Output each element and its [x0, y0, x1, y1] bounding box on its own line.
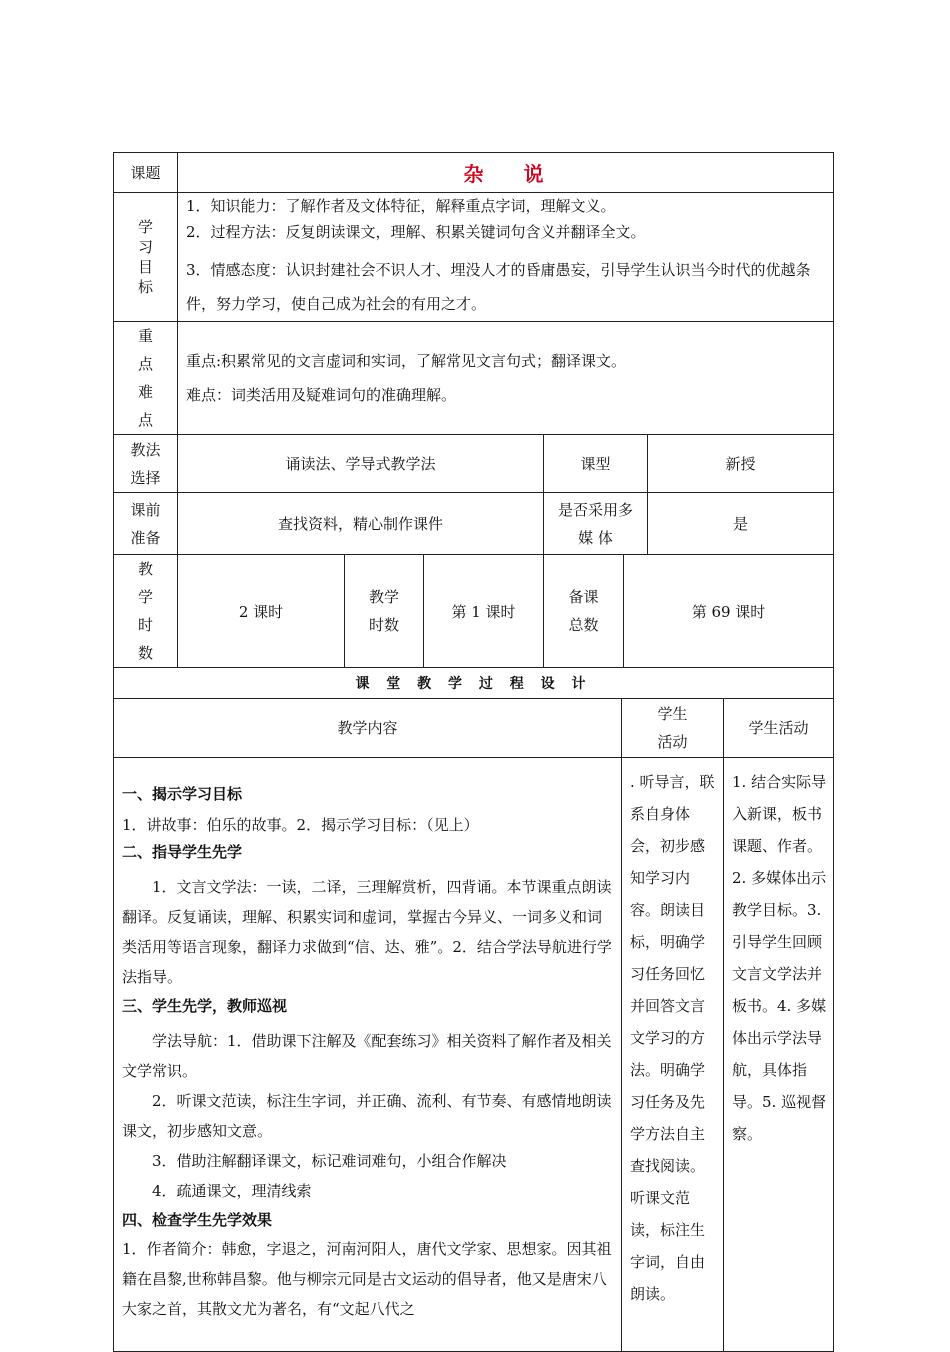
section-text-2: 1．文言文学法：一读，二译，三理解赏析，四背诵。本节课重点朗读翻译。反复诵读，理解、积累实词和虚词，掌握古今异义、一词多义和词类活用等语言现象，翻译力求做到“信、达、雅”。2．结合学法导航进行学法指导。 [122, 877, 612, 986]
section-text-3a: 学法导航：1．借助课下注解及《配套练习》相关资料了解作者及相关文学常识。 [122, 1031, 612, 1080]
process-table [113, 699, 834, 1352]
section-text-3c: 3．借助注解翻译课文，标记难词难句，小组合作解决 [152, 1151, 507, 1170]
section-text-4: 1．作者简介：韩愈，字退之，河南河阳人，唐代文学家、思想家。因其祖籍在昌黎,世称韩昌黎。他与柳宗元同是古文运动的倡导者，他又是唐宋八大家之首，其散文尤为著名，有“文起八代之 [122, 1239, 612, 1318]
goal-item-1: 1．知识能力：了解作者及文体特征，解释重点字词，理解文义。 [186, 197, 616, 215]
media-value: 是 [648, 493, 834, 555]
difficulty: 难点：词类活用及疑难词句的准确理解。 [186, 386, 457, 404]
hours-value: 2 课时 [178, 555, 345, 668]
hours-label: 教 学 时 数 [114, 555, 178, 668]
goals-cell [178, 193, 834, 322]
section-text-3d: 4．疏通课文，理清线索 [152, 1181, 312, 1200]
keys-label: 重 点 难 点 [114, 322, 178, 435]
class-hours-value: 第 1 课时 [424, 555, 544, 668]
lesson-plan-table [113, 152, 834, 699]
lesson-type-label: 课型 [544, 435, 648, 493]
goals-label: 学 习 目 标 [114, 193, 178, 322]
total-value: 第 69 课时 [624, 555, 834, 668]
process-section-title: 课 堂 教 学 过 程 设 计 [114, 668, 834, 699]
key-point: 重点:积累常见的文言虚词和实词，了解常见文言句式；翻译课文。 [186, 352, 627, 370]
keys-cell [178, 322, 834, 435]
section-heading-4: 四、检查学生先学效果 [122, 1210, 273, 1229]
col-header-student: 学生 活动 [622, 699, 724, 757]
method-label: 教法 选择 [114, 435, 178, 493]
lesson-type-value: 新授 [648, 435, 834, 493]
prep-label: 课前 准备 [114, 493, 178, 555]
topic-title-char-1: 杂 [463, 162, 488, 186]
goal-item-2: 2．过程方法：反复朗读课文，理解、积累关键词句含义并翻译全文。 [186, 223, 646, 241]
student-activity-column: . 听导言，联系自身体会，初步感知学习内容。朗读目标，明确学习任务回忆并回答文言文学习的方法。明确学习任务及先学方法自主查找阅读。听课文范读，标注生字词，自由朗读。 [622, 757, 724, 1351]
section-text-3b: 2．听课文范读，标注生字词，并正确、流利、有节奏、有感情地朗读课文，初步感知文意。 [122, 1091, 612, 1140]
teaching-content [114, 757, 622, 1351]
section-heading-3: 三、学生先学，教师巡视 [122, 996, 288, 1015]
col-header-activity: 学生活动 [724, 699, 834, 757]
teacher-activity-column: 1. 结合实际导入新课，板书课题、作者。2. 多媒体出示教学目标。3. 引导学生回顾文言文学法并板书。4. 多媒体出示学法导航，具体指导。5. 巡视督察。 [724, 757, 834, 1351]
section-heading-2: 二、指导学生先学 [122, 842, 243, 861]
topic-title-char-2: 说 [523, 162, 548, 186]
topic-title [178, 153, 834, 193]
topic-label: 课题 [114, 153, 178, 193]
total-label: 备课 总数 [544, 555, 624, 668]
goal-item-3: 3．情感态度：认识封建社会不识人才、埋没人才的昏庸愚妄，引导学生认识当今时代的优越条件，努力学习，使自己成为社会的有用之才。 [186, 261, 811, 313]
section-heading-1: 一、揭示学习目标 [122, 784, 243, 803]
method-value: 诵读法、学导式教学法 [178, 435, 544, 493]
class-hours-label: 教学 时数 [345, 555, 424, 668]
media-label: 是否采用多 媒 体 [544, 493, 648, 555]
lesson-plan [113, 152, 833, 1352]
col-header-content: 教学内容 [114, 699, 622, 757]
prep-value: 查找资料，精心制作课件 [178, 493, 544, 555]
section-text-1: 1．讲故事：伯乐的故事。2．揭示学习目标：（见上） [122, 815, 479, 834]
